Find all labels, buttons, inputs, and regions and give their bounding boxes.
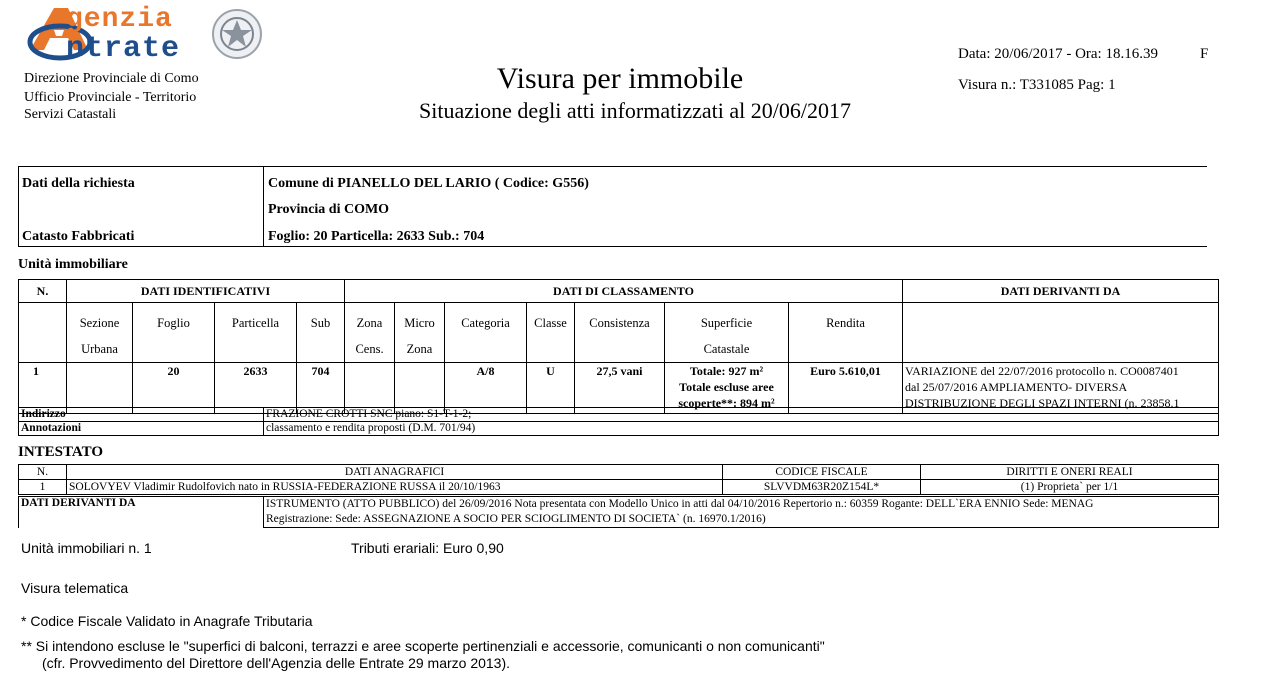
int-derivanti-line-1: ISTRUMENTO (ATTO PUBBLICO) del 26/09/2016 Nota presentata con Modello Unico in atti dal 04/10/2016 Repertorio n.: 60359 Rogante: DELL`ERA ENNIO Sede: MENAG <box>266 498 1094 510</box>
unita-count: Unità immobiliari n. 1 <box>21 540 152 556</box>
col-sub: Sub <box>297 303 345 363</box>
group-classamento: DATI DI CLASSAMENTO <box>345 280 903 303</box>
col-sezione: Sezione Urbana <box>67 303 133 363</box>
int-derivanti-value <box>264 497 1219 528</box>
col-classe: Classe <box>527 303 575 363</box>
cell-categoria: A/8 <box>445 363 527 414</box>
intestato-title: INTESTATO <box>18 444 104 460</box>
blank-cell <box>19 303 67 363</box>
col-n: N. <box>19 280 67 303</box>
int-cell-diritti: (1) Proprieta` per 1/1 <box>921 480 1219 495</box>
intestato-header-row <box>19 465 1219 480</box>
col-categoria: Categoria <box>445 303 527 363</box>
column-header-row <box>19 303 1219 363</box>
cell-zona <box>345 363 395 414</box>
foglio-particella: Foglio: 20 Particella: 2633 Sub.: 704 <box>268 229 485 244</box>
intestato-derivanti-table <box>18 496 1219 528</box>
col-superficie: Superficie Catastale <box>665 303 789 363</box>
col-rendita: Rendita <box>789 303 903 363</box>
cell-particella: 2633 <box>215 363 297 414</box>
note-superfici: ** Si intendono escluse le "superfici di balconi, terrazzi e aree scoperte pertinenziali e accessorie, comunicanti o non comunicanti" <box>21 638 825 654</box>
logo-text-genzia: genzia <box>66 4 173 35</box>
indirizzo-value: FRAZIONE CROTTI SNC piano: S1-T-1-2; <box>264 408 1219 422</box>
cell-sub: 704 <box>297 363 345 414</box>
rule <box>18 166 1207 167</box>
annotazioni-value: classamento e rendita proposti (D.M. 701/94) <box>264 422 1219 436</box>
indirizzo-label: Indirizzo <box>19 408 264 422</box>
request-label: Dati della richiesta <box>22 176 135 191</box>
rule <box>263 166 264 246</box>
int-col-diritti: DIRITTI E ONERI REALI <box>921 465 1219 480</box>
group-header-row <box>19 280 1219 303</box>
col-particella: Particella <box>215 303 297 363</box>
table-row <box>19 363 1219 414</box>
unita-table <box>18 279 1219 414</box>
page-title: Visura per immobile <box>496 62 744 95</box>
edge-char: F <box>1200 46 1209 62</box>
visura-number: Visura n.: T331085 Pag: 1 <box>958 77 1116 93</box>
cell-superficie: Totale: 927 m² Totale escluse aree scoperte**: 894 m² <box>665 363 789 414</box>
int-derivanti-line-2: Registrazione: Sede: ASSEGNAZIONE A SOCIO PER SCIOGLIMENTO DI SOCIETA` (n. 16970.1/2016) <box>266 513 766 525</box>
office-line-2: Ufficio Provinciale - Territorio <box>24 90 197 105</box>
cell-micro <box>395 363 445 414</box>
unita-section-title: Unità immobiliare <box>18 257 128 272</box>
col-foglio: Foglio <box>133 303 215 363</box>
blank-cell <box>903 303 1219 363</box>
note-provvedimento: (cfr. Provvedimento del Direttore dell'Agenzia delle Entrate 29 marzo 2013). <box>42 655 511 671</box>
address-table <box>18 407 1219 436</box>
int-col-n: N. <box>19 465 67 480</box>
int-cell-cf: SLVVDM63R20Z154L* <box>723 480 921 495</box>
int-col-cf: CODICE FISCALE <box>723 465 921 480</box>
cell-consistenza: 27,5 vani <box>575 363 665 414</box>
datetime: Data: 20/06/2017 - Ora: 18.16.39 <box>958 46 1158 62</box>
col-micro: Micro Zona <box>395 303 445 363</box>
col-consistenza: Consistenza <box>575 303 665 363</box>
annotazioni-label: Annotazioni <box>19 422 264 436</box>
rule <box>18 246 1207 247</box>
catasto-label: Catasto Fabbricati <box>22 229 135 244</box>
group-identificativi: DATI IDENTIFICATIVI <box>67 280 345 303</box>
table-row <box>19 480 1219 495</box>
logo-text-ntrate: ntrate <box>66 32 181 66</box>
int-col-anagrafici: DATI ANAGRAFICI <box>67 465 723 480</box>
cell-sezione <box>67 363 133 414</box>
cell-rendita: Euro 5.610,01 <box>789 363 903 414</box>
cell-n: 1 <box>19 363 67 414</box>
col-zona: Zona Cens. <box>345 303 395 363</box>
office-line-3: Servizi Catastali <box>24 107 117 122</box>
int-cell-anagrafici: SOLOVYEV Vladimir Rudolfovich nato in RUSSIA-FEDERAZIONE RUSSA il 20/10/1963 <box>67 480 723 495</box>
note-codice-fiscale: * Codice Fiscale Validato in Anagrafe Tributaria <box>21 613 313 629</box>
cell-classe: U <box>527 363 575 414</box>
page-subtitle: Situazione degli atti informatizzati al 20/06/2017 <box>419 98 851 123</box>
office-line-1: Direzione Provinciale di Como <box>24 71 199 86</box>
int-derivanti-label: DATI DERIVANTI DA <box>19 497 264 528</box>
cell-foglio: 20 <box>133 363 215 414</box>
cell-derivanti: VARIAZIONE del 22/07/2016 protocollo n. CO0087401 dal 25/07/2016 AMPLIAMENTO- DIVERSA DISTRIBUZIONE DEGLI SPAZI INTERNI (n. 23858.1 <box>903 363 1219 414</box>
group-derivanti: DATI DERIVANTI DA <box>903 280 1219 303</box>
comune: Comune di PIANELLO DEL LARIO ( Codice: G556) <box>268 176 589 191</box>
provincia: Provincia di COMO <box>268 202 390 217</box>
visura-telematica: Visura telematica <box>21 580 129 596</box>
intestato-table <box>18 464 1219 495</box>
tributi: Tributi erariali: Euro 0,90 <box>351 540 504 556</box>
rule <box>18 166 19 246</box>
int-cell-n: 1 <box>19 480 67 495</box>
